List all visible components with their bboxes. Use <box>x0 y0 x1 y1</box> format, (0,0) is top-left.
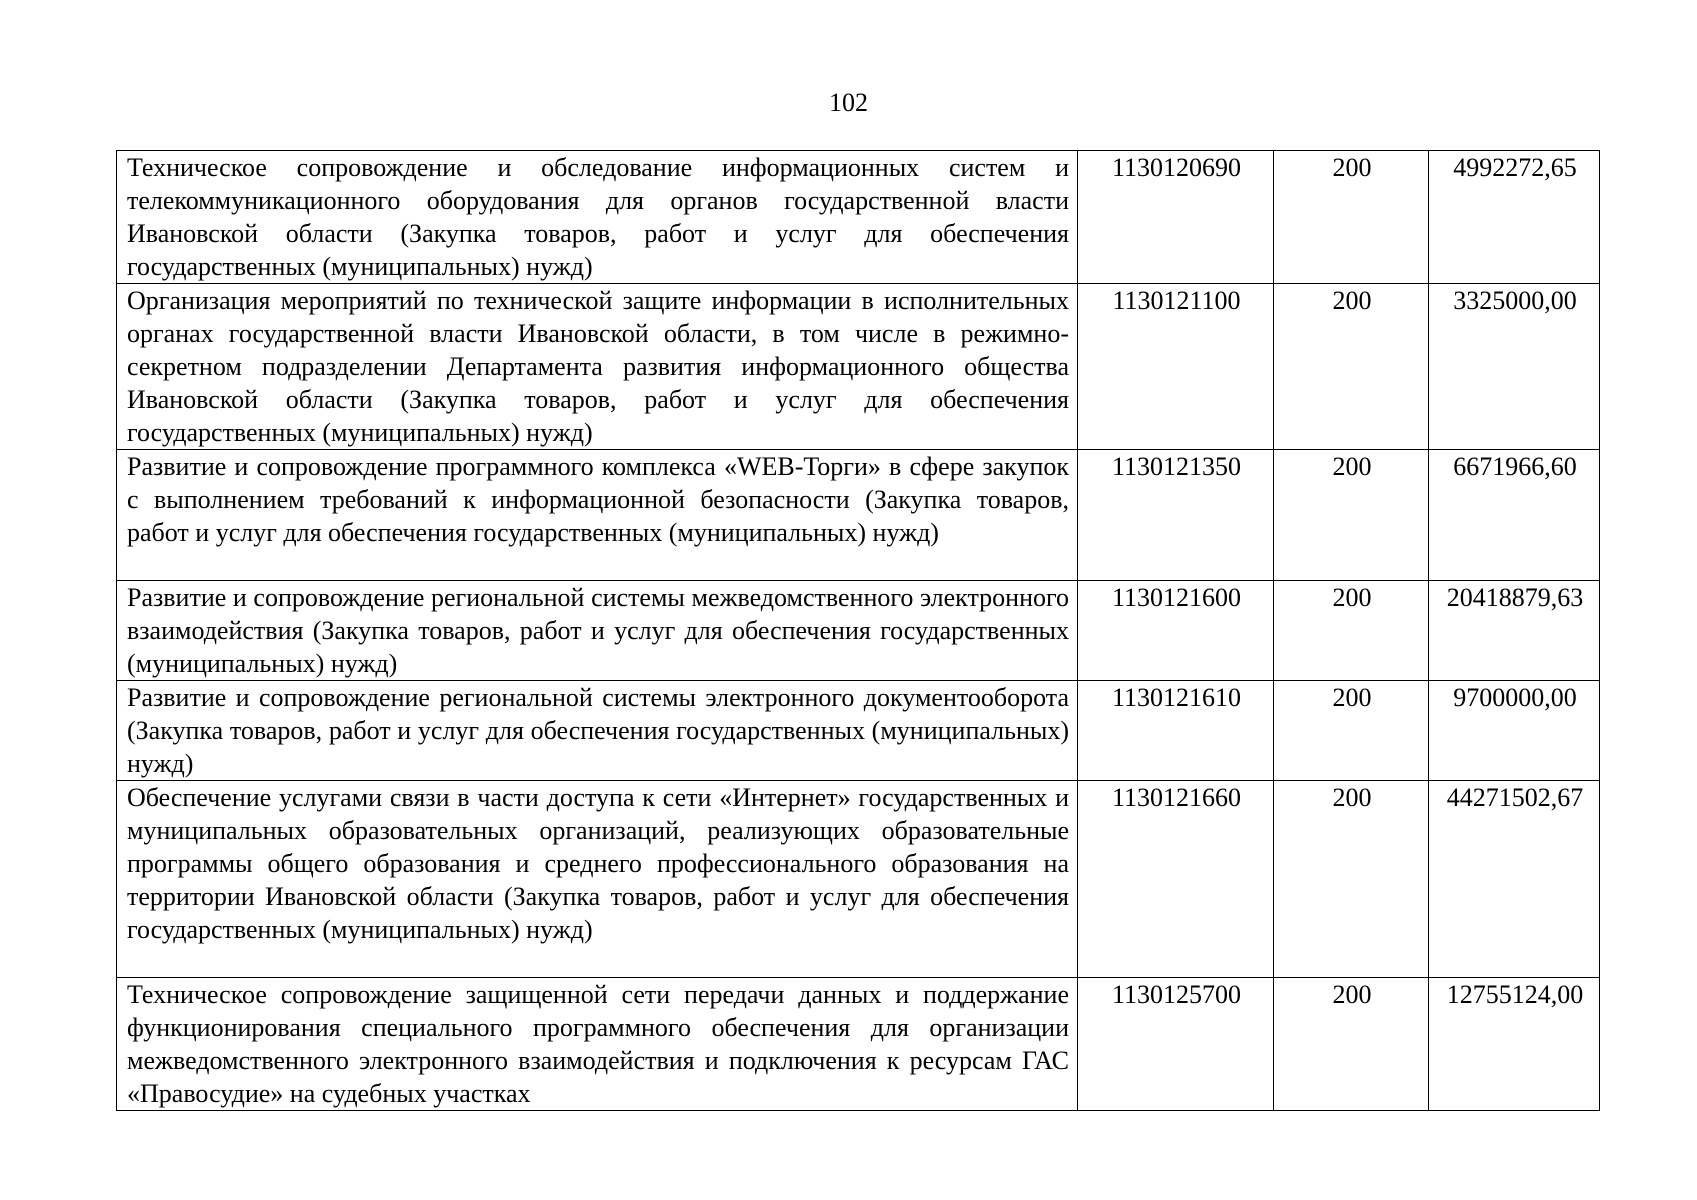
row-code: 1130121610 <box>1078 681 1274 781</box>
row-code: 1130121100 <box>1078 284 1274 450</box>
budget-table <box>116 150 1600 1111</box>
row-code: 1130125700 <box>1078 978 1274 1111</box>
table-row <box>117 450 1600 581</box>
table-row <box>117 284 1600 450</box>
table-row <box>117 681 1600 781</box>
row-amount: 4992272,65 <box>1429 151 1600 284</box>
row-code: 1130121600 <box>1078 581 1274 681</box>
row-amount: 44271502,67 <box>1429 781 1600 978</box>
row-amount: 3325000,00 <box>1429 284 1600 450</box>
row-amount: 6671966,60 <box>1429 450 1600 581</box>
page-number: 102 <box>829 88 868 117</box>
table-row <box>117 781 1600 978</box>
row-amount: 12755124,00 <box>1429 978 1600 1111</box>
row-description: Развитие и сопровождение региональной системы электронного документооборота (Закупка товаров, работ и услуг для обеспечения государственных (муниципальных) нужд) <box>117 681 1078 781</box>
row-description: Организация мероприятий по технической защите информации в исполнительных органах государственной власти Ивановской области, в том числе в режимно-секретном подразделении Департамента развития информационного общества Ивановской области (Закупка товаров, работ и услуг для обеспечения государственных (муниципальных) нужд) <box>117 284 1078 450</box>
row-expense-type: 200 <box>1274 450 1429 581</box>
table-row <box>117 151 1600 284</box>
row-expense-type: 200 <box>1274 681 1429 781</box>
row-code: 1130121350 <box>1078 450 1274 581</box>
row-description: Обеспечение услугами связи в части доступа к сети «Интернет» государственных и муниципальных образовательных организаций, реализующих образовательные программы общего образования и среднего профессионального образования на территории Ивановской области (Закупка товаров, работ и услуг для обеспечения государственных (муниципальных) нужд) <box>117 781 1078 978</box>
row-code: 1130120690 <box>1078 151 1274 284</box>
row-expense-type: 200 <box>1274 781 1429 978</box>
row-description: Техническое сопровождение и обследование информационных систем и телекоммуникационного оборудования для органов государственной власти Ивановской области (Закупка товаров, работ и услуг для обеспечения государственных (муниципальных) нужд) <box>117 151 1078 284</box>
row-description: Развитие и сопровождение программного комплекса «WEB-Торги» в сфере закупок с выполнением требований к информационной безопасности (Закупка товаров, работ и услуг для обеспечения государственных (муниципальных) нужд) <box>117 450 1078 581</box>
row-expense-type: 200 <box>1274 581 1429 681</box>
row-code: 1130121660 <box>1078 781 1274 978</box>
row-description: Развитие и сопровождение региональной системы межведомственного электронного взаимодействия (Закупка товаров, работ и услуг для обеспечения государственных (муниципальных) нужд) <box>117 581 1078 681</box>
row-amount: 9700000,00 <box>1429 681 1600 781</box>
row-amount: 20418879,63 <box>1429 581 1600 681</box>
row-expense-type: 200 <box>1274 151 1429 284</box>
row-description: Техническое сопровождение защищенной сети передачи данных и поддержание функционирования специального программного обеспечения для организации межведомственного электронного взаимодействия и подключения к ресурсам ГАС «Правосудие» на судебных участках <box>117 978 1078 1111</box>
table-row <box>117 978 1600 1111</box>
row-expense-type: 200 <box>1274 284 1429 450</box>
row-expense-type: 200 <box>1274 978 1429 1111</box>
table-row <box>117 581 1600 681</box>
